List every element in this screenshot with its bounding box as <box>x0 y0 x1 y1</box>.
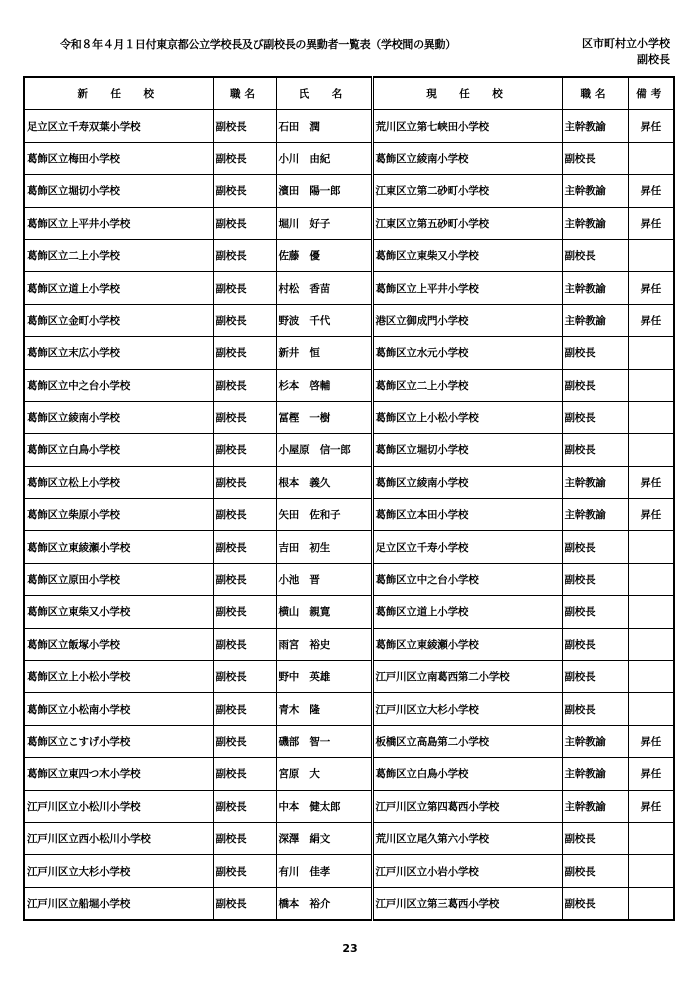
cell-new-position: 副校長 <box>213 207 276 239</box>
cell-note: 昇任 <box>628 272 674 304</box>
cell-current-position: 副校長 <box>562 531 628 563</box>
cell-current-position: 副校長 <box>562 434 628 466</box>
cell-name: 磯部 智一 <box>276 725 372 757</box>
cell-current-position: 副校長 <box>562 661 628 693</box>
table-header-row <box>24 77 674 110</box>
cell-current-position: 主幹教諭 <box>562 175 628 207</box>
cell-new-position: 副校長 <box>213 142 276 174</box>
cell-name: 宮原 大 <box>276 758 372 790</box>
table-body <box>24 110 674 920</box>
cell-new-school: 葛飾区立上平井小学校 <box>24 207 213 239</box>
cell-new-position: 副校長 <box>213 369 276 401</box>
cell-note: 昇任 <box>628 725 674 757</box>
cell-current-school: 江戸川区立第四葛西小学校 <box>372 790 562 822</box>
cell-name: 深澤 絹文 <box>276 822 372 854</box>
cell-current-school: 港区立御成門小学校 <box>372 304 562 336</box>
cell-new-school: 江戸川区立船堀小学校 <box>24 887 213 920</box>
document-title: 令和８年４月１日付東京都公立学校長及び副校長の異動者一覧表（学校間の異動） <box>60 38 456 51</box>
table-row <box>24 596 674 628</box>
cell-new-school: 江戸川区立大杉小学校 <box>24 855 213 887</box>
cell-new-school: 葛飾区立綾南小学校 <box>24 401 213 433</box>
table-row <box>24 855 674 887</box>
cell-note <box>628 887 674 920</box>
cell-current-school: 葛飾区立堀切小学校 <box>372 434 562 466</box>
cell-note <box>628 401 674 433</box>
cell-new-position: 副校長 <box>213 887 276 920</box>
cell-current-position: 主幹教諭 <box>562 207 628 239</box>
cell-new-school: 葛飾区立柴原小学校 <box>24 499 213 531</box>
table-row <box>24 628 674 660</box>
table-row <box>24 239 674 271</box>
cell-current-position: 主幹教諭 <box>562 790 628 822</box>
cell-note <box>628 369 674 401</box>
cell-current-position: 副校長 <box>562 855 628 887</box>
cell-note <box>628 693 674 725</box>
cell-new-school: 江戸川区立西小松川小学校 <box>24 822 213 854</box>
cell-name: 新井 恒 <box>276 337 372 369</box>
cell-name: 野中 英雄 <box>276 661 372 693</box>
cell-new-position: 副校長 <box>213 337 276 369</box>
cell-current-school: 足立区立千寿小学校 <box>372 531 562 563</box>
cell-name: 石田 潤 <box>276 110 372 142</box>
cell-note <box>628 337 674 369</box>
cell-current-school: 板橋区立高島第二小学校 <box>372 725 562 757</box>
cell-current-position: 主幹教諭 <box>562 304 628 336</box>
table-row <box>24 337 674 369</box>
cell-current-position: 副校長 <box>562 142 628 174</box>
table-row <box>24 499 674 531</box>
header-note: 備考 <box>628 77 674 110</box>
cell-note <box>628 531 674 563</box>
cell-note: 昇任 <box>628 110 674 142</box>
cell-name: 小池 晋 <box>276 563 372 595</box>
cell-current-school: 葛飾区立水元小学校 <box>372 337 562 369</box>
cell-name: 雨宮 裕史 <box>276 628 372 660</box>
cell-current-position: 主幹教諭 <box>562 466 628 498</box>
table-row <box>24 401 674 433</box>
cell-current-position: 副校長 <box>562 401 628 433</box>
cell-current-position: 副校長 <box>562 822 628 854</box>
cell-name: 小川 由紀 <box>276 142 372 174</box>
cell-new-school: 葛飾区立東柴又小学校 <box>24 596 213 628</box>
cell-note <box>628 563 674 595</box>
cell-note: 昇任 <box>628 499 674 531</box>
cell-new-position: 副校長 <box>213 790 276 822</box>
cell-new-position: 副校長 <box>213 628 276 660</box>
table-row <box>24 272 674 304</box>
cell-name: 濱田 陽一郎 <box>276 175 372 207</box>
cell-new-school: 葛飾区立金町小学校 <box>24 304 213 336</box>
cell-current-school: 葛飾区立二上小学校 <box>372 369 562 401</box>
cell-new-position: 副校長 <box>213 563 276 595</box>
cell-current-school: 江戸川区立大杉小学校 <box>372 693 562 725</box>
document-category <box>540 36 670 68</box>
cell-name: 杉本 啓輔 <box>276 369 372 401</box>
cell-new-position: 副校長 <box>213 401 276 433</box>
cell-new-position: 副校長 <box>213 596 276 628</box>
cell-current-position: 主幹教諭 <box>562 725 628 757</box>
cell-note: 昇任 <box>628 207 674 239</box>
cell-note: 昇任 <box>628 466 674 498</box>
cell-current-school: 江東区立第五砂町小学校 <box>372 207 562 239</box>
cell-new-position: 副校長 <box>213 466 276 498</box>
header-new-position: 職名 <box>213 77 276 110</box>
header-new-school: 新 任 校 <box>24 77 213 110</box>
table-row <box>24 725 674 757</box>
cell-new-school: 葛飾区立東四つ木小学校 <box>24 758 213 790</box>
table-row <box>24 207 674 239</box>
cell-new-position: 副校長 <box>213 175 276 207</box>
cell-current-school: 江東区立第二砂町小学校 <box>372 175 562 207</box>
cell-current-position: 副校長 <box>562 563 628 595</box>
cell-name: 堀川 好子 <box>276 207 372 239</box>
cell-current-school: 江戸川区立第三葛西小学校 <box>372 887 562 920</box>
cell-current-school: 葛飾区立上平井小学校 <box>372 272 562 304</box>
table-row <box>24 434 674 466</box>
table-row <box>24 175 674 207</box>
table-row <box>24 466 674 498</box>
cell-name: 吉田 初生 <box>276 531 372 563</box>
cell-current-school: 江戸川区立小岩小学校 <box>372 855 562 887</box>
table-row <box>24 661 674 693</box>
category-school-type: 区市町村立小学校 <box>582 37 670 50</box>
cell-current-school: 葛飾区立中之台小学校 <box>372 563 562 595</box>
cell-name: 中本 健太郎 <box>276 790 372 822</box>
cell-current-position: 副校長 <box>562 369 628 401</box>
cell-note: 昇任 <box>628 758 674 790</box>
cell-name: 矢田 佐和子 <box>276 499 372 531</box>
cell-note: 昇任 <box>628 304 674 336</box>
cell-new-school: 葛飾区立堀切小学校 <box>24 175 213 207</box>
cell-new-position: 副校長 <box>213 304 276 336</box>
cell-current-school: 葛飾区立東柴又小学校 <box>372 239 562 271</box>
cell-current-school: 葛飾区立綾南小学校 <box>372 466 562 498</box>
table-row <box>24 142 674 174</box>
cell-name: 小屋原 信一郎 <box>276 434 372 466</box>
cell-new-school: 葛飾区立小松南小学校 <box>24 693 213 725</box>
cell-new-position: 副校長 <box>213 499 276 531</box>
cell-new-school: 葛飾区立松上小学校 <box>24 466 213 498</box>
cell-current-position: 主幹教諭 <box>562 499 628 531</box>
table-row <box>24 887 674 920</box>
cell-new-position: 副校長 <box>213 855 276 887</box>
cell-note <box>628 142 674 174</box>
cell-note <box>628 596 674 628</box>
cell-current-school: 葛飾区立白鳥小学校 <box>372 758 562 790</box>
table-row <box>24 304 674 336</box>
cell-new-position: 副校長 <box>213 693 276 725</box>
header-name: 氏 名 <box>276 77 372 110</box>
cell-note: 昇任 <box>628 175 674 207</box>
table-row <box>24 563 674 595</box>
cell-note <box>628 855 674 887</box>
cell-current-position: 副校長 <box>562 337 628 369</box>
cell-new-position: 副校長 <box>213 239 276 271</box>
cell-new-school: 葛飾区立原田小学校 <box>24 563 213 595</box>
cell-current-school: 葛飾区立綾南小学校 <box>372 142 562 174</box>
cell-new-school: 葛飾区立末広小学校 <box>24 337 213 369</box>
cell-current-position: 主幹教諭 <box>562 272 628 304</box>
cell-current-position: 副校長 <box>562 239 628 271</box>
transfer-table <box>23 76 675 921</box>
cell-new-school: 葛飾区立白鳥小学校 <box>24 434 213 466</box>
cell-current-school: 葛飾区立道上小学校 <box>372 596 562 628</box>
cell-name: 佐藤 優 <box>276 239 372 271</box>
header-current-position: 職名 <box>562 77 628 110</box>
category-position: 副校長 <box>637 53 670 66</box>
cell-new-position: 副校長 <box>213 110 276 142</box>
cell-name: 冨樫 一樹 <box>276 401 372 433</box>
cell-name: 青木 隆 <box>276 693 372 725</box>
cell-new-position: 副校長 <box>213 758 276 790</box>
table-row <box>24 110 674 142</box>
cell-note <box>628 434 674 466</box>
cell-name: 橋本 裕介 <box>276 887 372 920</box>
cell-new-position: 副校長 <box>213 822 276 854</box>
table-row <box>24 822 674 854</box>
table-row <box>24 790 674 822</box>
cell-current-position: 副校長 <box>562 628 628 660</box>
cell-new-position: 副校長 <box>213 272 276 304</box>
header-current-school: 現 任 校 <box>372 77 562 110</box>
cell-note <box>628 239 674 271</box>
cell-current-position: 主幹教諭 <box>562 110 628 142</box>
cell-name: 根本 義久 <box>276 466 372 498</box>
cell-new-position: 副校長 <box>213 661 276 693</box>
cell-new-school: 江戸川区立小松川小学校 <box>24 790 213 822</box>
cell-note <box>628 628 674 660</box>
cell-current-school: 荒川区立尾久第六小学校 <box>372 822 562 854</box>
cell-current-school: 葛飾区立東綾瀬小学校 <box>372 628 562 660</box>
cell-new-school: 葛飾区立中之台小学校 <box>24 369 213 401</box>
cell-current-position: 副校長 <box>562 693 628 725</box>
cell-current-position: 副校長 <box>562 596 628 628</box>
cell-new-school: 葛飾区立上小松小学校 <box>24 661 213 693</box>
cell-name: 野波 千代 <box>276 304 372 336</box>
table-row <box>24 758 674 790</box>
cell-new-school: 葛飾区立飯塚小学校 <box>24 628 213 660</box>
cell-new-school: 足立区立千寿双葉小学校 <box>24 110 213 142</box>
cell-current-school: 葛飾区立上小松小学校 <box>372 401 562 433</box>
cell-new-position: 副校長 <box>213 725 276 757</box>
cell-note <box>628 661 674 693</box>
table-row <box>24 531 674 563</box>
cell-new-school: 葛飾区立こすげ小学校 <box>24 725 213 757</box>
cell-current-school: 江戸川区立南葛西第二小学校 <box>372 661 562 693</box>
cell-current-position: 主幹教諭 <box>562 758 628 790</box>
cell-current-position: 副校長 <box>562 887 628 920</box>
cell-new-school: 葛飾区立二上小学校 <box>24 239 213 271</box>
cell-new-school: 葛飾区立道上小学校 <box>24 272 213 304</box>
cell-name: 横山 親寛 <box>276 596 372 628</box>
cell-current-school: 葛飾区立本田小学校 <box>372 499 562 531</box>
cell-name: 村松 香苗 <box>276 272 372 304</box>
cell-new-school: 葛飾区立梅田小学校 <box>24 142 213 174</box>
cell-note <box>628 822 674 854</box>
cell-note: 昇任 <box>628 790 674 822</box>
page-number: 23 <box>342 942 358 955</box>
table-row <box>24 369 674 401</box>
cell-new-position: 副校長 <box>213 531 276 563</box>
cell-name: 有川 佳孝 <box>276 855 372 887</box>
cell-new-school: 葛飾区立東綾瀬小学校 <box>24 531 213 563</box>
cell-current-school: 荒川区立第七峡田小学校 <box>372 110 562 142</box>
cell-new-position: 副校長 <box>213 434 276 466</box>
table-row <box>24 693 674 725</box>
